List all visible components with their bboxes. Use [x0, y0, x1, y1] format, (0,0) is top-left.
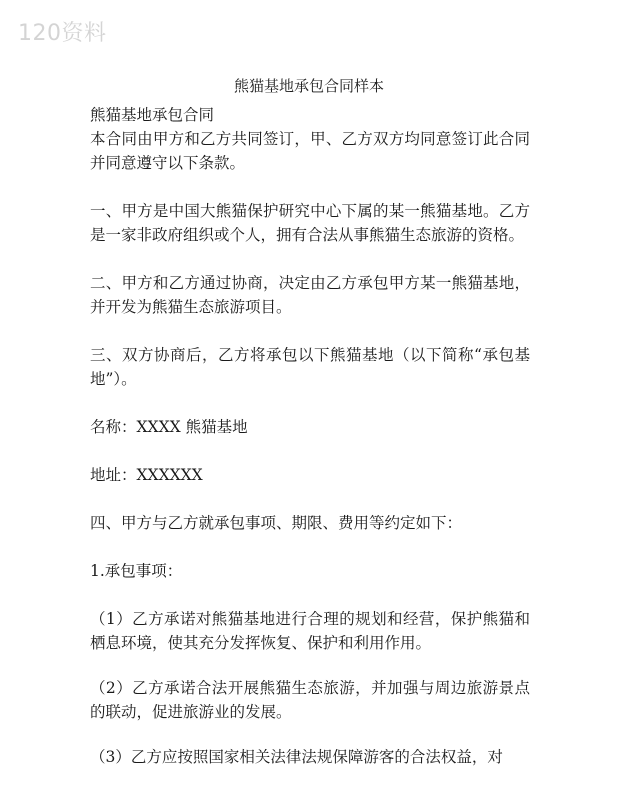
- base-name-line: 名称：XXXX 熊猫基地: [90, 418, 248, 436]
- clause-3: 三、双方协商后，乙方将承包以下熊猫基地（以下简称“承包基地”）。: [90, 346, 530, 388]
- item-2: （2）乙方承诺合法开展熊猫生态旅游，并加强与周边旅游景点的联动，促进旅游业的发展。: [90, 679, 530, 721]
- watermark: 120资料: [18, 21, 107, 46]
- intro-paragraph: 本合同由甲方和乙方共同签订，甲、乙方双方均同意签订此合同并同意遵守以下条款。: [90, 130, 530, 172]
- item-3: （3）乙方应按照国家相关法律法规保障游客的合法权益，对: [90, 748, 503, 766]
- contract-subtitle: 熊猫基地承包合同: [90, 106, 215, 124]
- document-title: 熊猫基地承包合同样本: [233, 77, 384, 95]
- clause-2: 二、甲方和乙方通过协商，决定由乙方承包甲方某一熊猫基地，并开发为熊猫生态旅游项目。: [90, 274, 530, 316]
- clause-1: 一、甲方是中国大熊猫保护研究中心下属的某一熊猫基地。乙方是一家非政府组织或个人，拥有合法从事熊猫生态旅游的资格。: [90, 202, 530, 244]
- item-heading: 1.承包事项：: [90, 562, 183, 580]
- base-address-line: 地址：XXXXXX: [90, 466, 203, 484]
- item-1: （1）乙方承诺对熊猫基地进行合理的规划和经营，保护熊猫和栖息环境，使其充分发挥恢复、保护和利用作用。: [90, 610, 530, 652]
- clause-4: 四、甲方与乙方就承包事项、期限、费用等约定如下：: [90, 514, 463, 532]
- document-body: [90, 103, 530, 769]
